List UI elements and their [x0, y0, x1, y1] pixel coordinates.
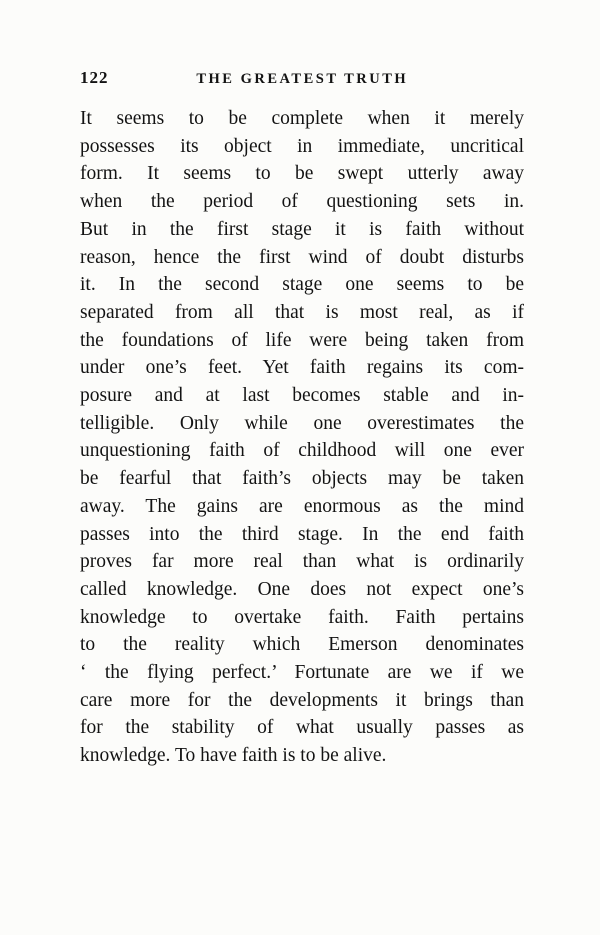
text-line: be fearful that faith’s objects may be taken [80, 468, 524, 490]
text-line: when the period of questioning sets in. [80, 191, 524, 213]
text-line: separated from all that is most real, as if [80, 301, 524, 323]
page-number: 122 [80, 68, 109, 87]
text-line: knowledge. To have faith is to be alive. [80, 745, 387, 767]
text-line: posure and at last becomes stable and in- [80, 385, 524, 407]
text-line: to the reality which Emerson denominates [80, 634, 524, 656]
text-line: proves far more real than what is ordinarily [80, 551, 524, 573]
text-line: under one’s feet. Yet faith regains its com- [80, 357, 524, 379]
text-line: it. In the second stage one seems to be [80, 274, 524, 296]
running-head [80, 68, 524, 92]
body-text [80, 105, 524, 770]
text-line: called knowledge. One does not expect one’s [80, 578, 524, 600]
text-line: form. It seems to be swept utterly away [80, 163, 524, 185]
chapter-title: THE GREATEST TRUTH [196, 71, 409, 87]
text-line: the foundations of life were being taken from [80, 329, 524, 351]
text-line: reason, hence the first wind of doubt disturbs [80, 246, 524, 268]
text-line: away. The gains are enormous as the mind [80, 495, 524, 517]
text-line: unquestioning faith of childhood will one ever [80, 440, 524, 462]
text-line: for the stability of what usually passes as [80, 717, 524, 739]
text-line: knowledge to overtake faith. Faith pertains [80, 606, 524, 628]
text-line: But in the first stage it is faith without [80, 218, 524, 240]
text-line: care more for the developments it brings than [80, 689, 524, 711]
text-line: passes into the third stage. In the end faith [80, 523, 524, 545]
text-line: It seems to be complete when it merely [80, 108, 524, 129]
text-line: ‘ the flying perfect.’ Fortunate are we if we [80, 662, 524, 684]
text-line: telligible. Only while one overestimates the [80, 412, 524, 434]
text-line: possesses its object in immediate, uncritical [80, 135, 524, 157]
